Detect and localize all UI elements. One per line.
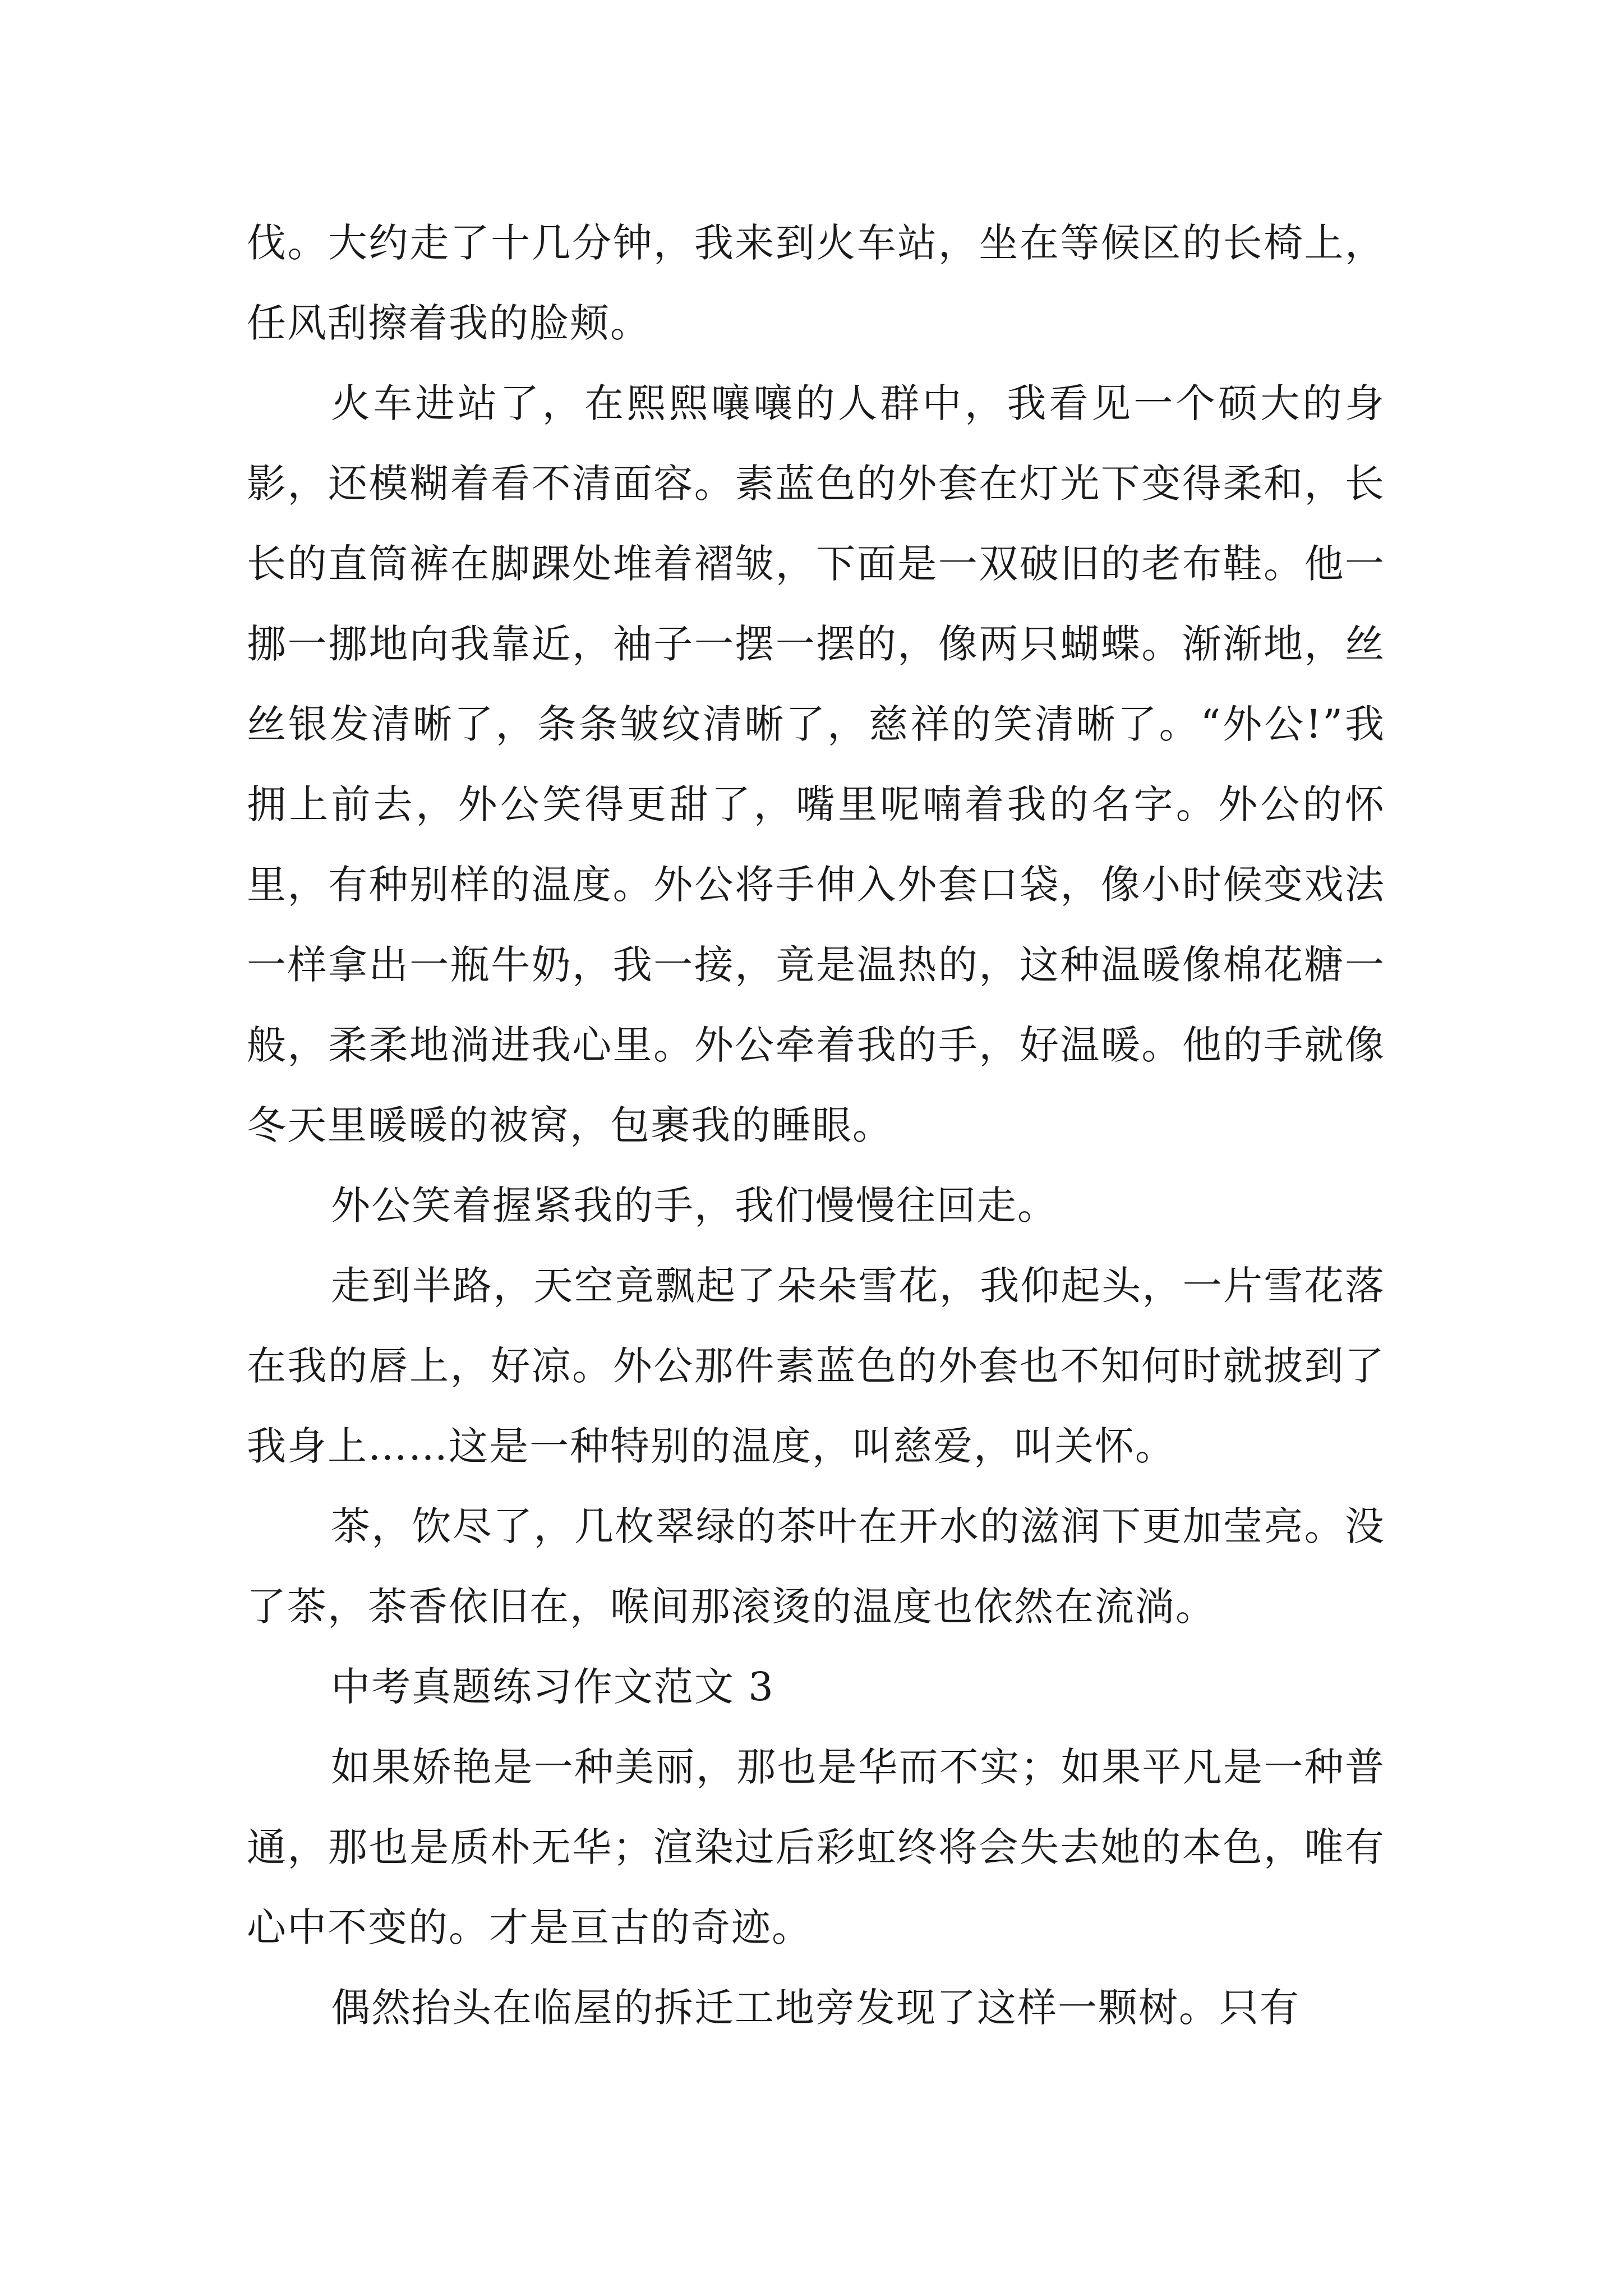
paragraph-2: 火车进站了，在熙熙嚷嚷的人群中，我看见一个硕大的身影，还模糊着看不清面容。素蓝色的外套在灯光下变得柔和，长长的直筒裤在脚踝处堆着褶皱，下面是一双破旧的老布鞋。他一挪一挪地向我靠近，袖子一摆一摆的，像两只蝴蝶。渐渐地，丝丝银发清晰了，条条皱纹清晰了，慈祥的笑清晰了。“外公!”我拥上前去，外公笑得更甜了，嘴里呢喃着我的名字。外公的怀里，有种别样的温度。外公将手伸入外套口袋，像小时候变戏法一样拿出一瓶牛奶，我一接，竟是温热的，这种温暖像棉花糖一般，柔柔地淌进我心里。外公牵着我的手，好温暖。他的手就像冬天里暖暖的被窝，包裹我的睡眼。 (247, 380, 1385, 1148)
paragraph-6: 如果娇艳是一种美丽，那也是华而不实；如果平凡是一种普通，那也是质朴无华；渲染过后彩虹终将会失去她的本色，唯有心中不变的。才是亘古的奇迹。 (247, 1744, 1385, 1950)
paragraph-1: 伐。大约走了十几分钟，我来到火车站，坐在等候区的长椅上，任风刮擦着我的脸颊。 (247, 220, 1385, 346)
paragraph-4: 走到半路，天空竟飘起了朵朵雪花，我仰起头，一片雪花落在我的唇上，好凉。外公那件素蓝色的外套也不知何时就披到了我身上……这是一种特别的温度，叫慈爱，叫关怀。 (247, 1263, 1385, 1469)
paragraph-5: 茶，饮尽了，几枚翠绿的茶叶在开水的滋润下更加莹亮。没了茶，茶香依旧在，喉间那滚烫的温度也依然在流淌。 (247, 1503, 1385, 1630)
paragraph-3: 外公笑着握紧我的手，我们慢慢往回走。 (331, 1182, 1058, 1228)
paragraph-7: 偶然抬头在临屋的拆迁工地旁发现了这样一颗树。只有 (331, 1985, 1300, 2031)
section-heading: 中考真题练习作文范文 3 (331, 1664, 774, 1710)
document-body (247, 203, 1385, 2048)
